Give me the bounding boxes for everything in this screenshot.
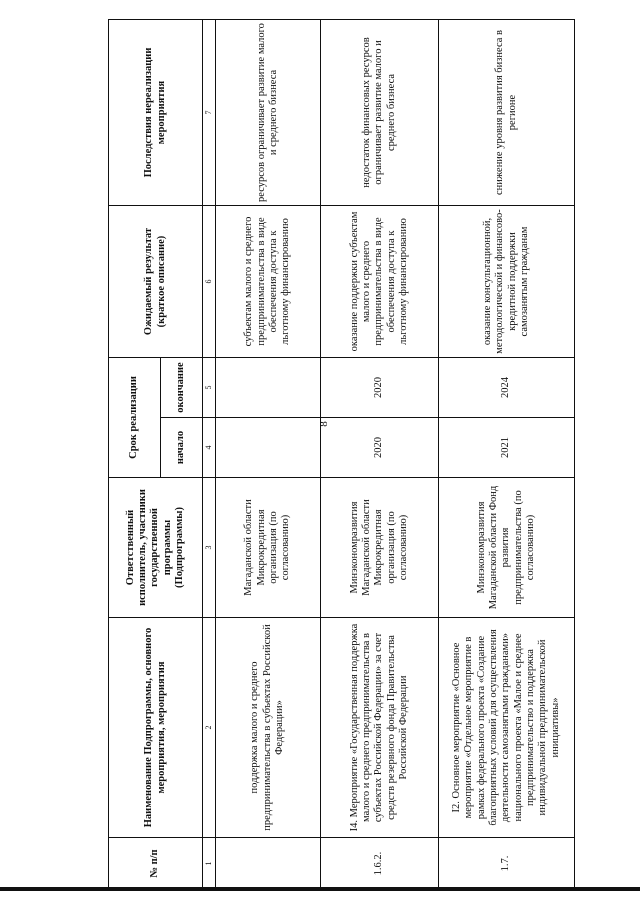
column-number: 4 xyxy=(203,418,216,478)
row-result: оказание консультационной, методологической и финансово-кредитной поддержки самозанятым гражданам xyxy=(439,206,575,358)
table-row xyxy=(439,20,575,890)
table-row xyxy=(321,20,439,890)
row-consequences: недостаток финансовых ресурсов ограничивает развитие малого и среднего бизнеса xyxy=(321,20,439,206)
row-consequences: ресурсов ограничивает развитие малого и среднего бизнеса xyxy=(216,20,321,206)
table-row xyxy=(216,20,321,890)
header-no: № п/п xyxy=(109,838,203,890)
column-number: 1 xyxy=(203,838,216,890)
row-name: I4. Мероприятие «Государственная поддержка малого и среднего предпринимательства в субъектах Российской Федерации» за счет средств резервного фонда Правительства Российской Федерации xyxy=(321,618,439,838)
column-number: 6 xyxy=(203,206,216,358)
page-number: 8 xyxy=(318,421,330,427)
row-consequences: снижение уровня развития бизнеса в регионе xyxy=(439,20,575,206)
column-number: 3 xyxy=(203,478,216,618)
row-end xyxy=(216,358,321,418)
header-name: Наименование Подпрограммы, основного мероприятия, мероприятия xyxy=(109,618,203,838)
header-executor: Ответственный исполнитель, участники государственной программы (Подпрограммы) xyxy=(109,478,203,618)
program-table xyxy=(108,19,575,890)
row-start xyxy=(216,418,321,478)
row-start: 2021 xyxy=(439,418,575,478)
rotated-table-container xyxy=(108,20,573,890)
column-number: 7 xyxy=(203,20,216,206)
column-number: 2 xyxy=(203,618,216,838)
header-result: Ожидаемый результат (краткое описание) xyxy=(109,206,203,358)
row-start: 2020 xyxy=(321,418,439,478)
row-result: оказание поддержки субъектам малого и среднего предпринимательства в виде обеспечения доступа к льготному финансированию xyxy=(321,206,439,358)
header-period: Срок реализации xyxy=(109,358,161,478)
row-name: I2. Основное мероприятие «Основное мероприятие «Отдельное мероприятие в рамках федерального проекта «Создание благоприятных условий для осуществления деятельности самозанятыми гражданами» национального проекта «Малое и среднее предпринимательство и поддержка индивидуальной предпринимательской инициативы» xyxy=(439,618,575,838)
row-executor: Минэкономразвития Магаданской области Фонд развития предпринимательства (по согласованию) xyxy=(439,478,575,618)
row-end: 2024 xyxy=(439,358,575,418)
row-executor: Минэкономразвития Магаданской области Микрокредитная организация (по согласованию) xyxy=(321,478,439,618)
row-no: 1.7. xyxy=(439,838,575,890)
row-executor: Магаданской области Микрокредитная организация (по согласованию) xyxy=(216,478,321,618)
row-no: 1.6.2. xyxy=(321,838,439,890)
header-row xyxy=(109,20,161,890)
column-number: 5 xyxy=(203,358,216,418)
row-name: поддержка малого и среднего предпринимательства в субъектах Российской Федерации» xyxy=(216,618,321,838)
row-result: субъектам малого и среднего предпринимательства в виде обеспечения доступа к льготному финансированию xyxy=(216,206,321,358)
header-end: окончание xyxy=(161,358,203,418)
header-start: начало xyxy=(161,418,203,478)
bottom-rule xyxy=(0,887,640,891)
header-consequences: Последствия нереализации мероприятия xyxy=(109,20,203,206)
row-end: 2020 xyxy=(321,358,439,418)
column-number-row xyxy=(203,20,216,890)
row-no xyxy=(216,838,321,890)
